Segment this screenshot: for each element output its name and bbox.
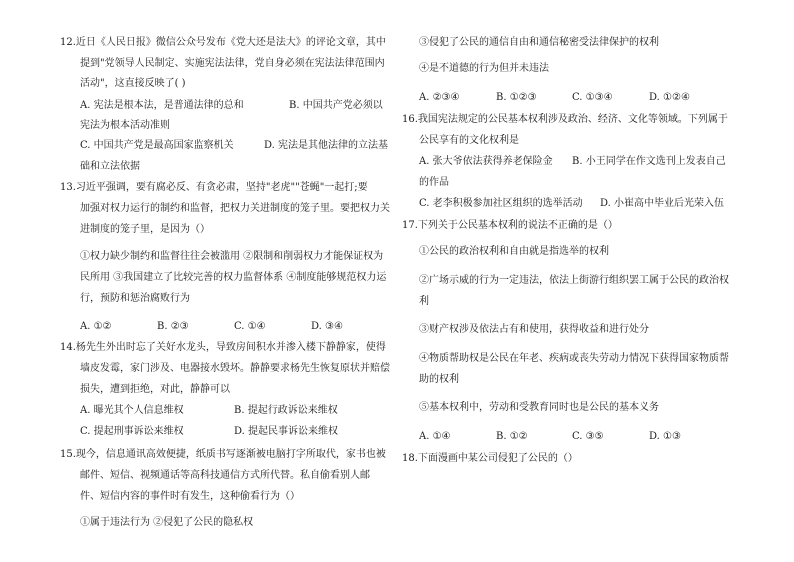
option-d[interactable]: D. 宪法是其他法律的立法基 — [264, 140, 389, 151]
option-b[interactable]: B. ①②③ — [496, 92, 537, 103]
question-13-stem-line: 加强对权力运行的制约和监督，把权力关进制度的笼子里。要把权力关 — [80, 203, 390, 214]
question-17-statement-line: ①公民的政治权利和自由就是指选举的权利 — [419, 246, 609, 257]
question-14-stem-line: 14.杨先生外出时忘了关好水龙头，导致房间积水并渗入楼下静静家，使得 — [60, 342, 386, 353]
option-a[interactable]: A. 曝光其个人信息维权 — [80, 405, 184, 416]
option-a[interactable]: A. ②③④ — [419, 92, 460, 103]
option-c[interactable]: C. ①③④ — [572, 92, 613, 103]
question-17-statement-line: ④物质帮助权是公民在年老、疾病或丧失劳动力情况下获得国家物质帮 — [419, 353, 729, 364]
option-b-continued: 的作品 — [419, 177, 449, 188]
option-a[interactable]: A. 张大爷依法获得养老保险金 — [419, 156, 553, 167]
question-17-stem-line: 17.下列关于公民基本权利的说法不正确的是（） — [402, 220, 618, 231]
option-d[interactable]: D. 提起民事诉讼来维权 — [234, 426, 339, 437]
option-c[interactable]: C. ③⑤ — [572, 431, 604, 442]
option-b[interactable]: B. 中国共产党必须以 — [289, 100, 383, 111]
question-14-stem-line: 损失，遭到拒绝，对此，静静可以 — [80, 384, 230, 395]
question-15-statement-line: ④是不道德的行为但并未违法 — [419, 63, 549, 74]
option-c[interactable]: C. 老李积极参加社区组织的选举活动 — [419, 198, 583, 209]
question-15-stem-line: 邮件、短信、视频通话等高科技通信方式所代替。私自偷看别人邮 — [80, 470, 370, 481]
option-c[interactable]: C. 中国共产党是最高国家监察机关 — [80, 140, 234, 151]
option-c[interactable]: C. 提起刑事诉讼来维权 — [80, 426, 184, 437]
option-b[interactable]: B. 提起行政诉讼来维权 — [234, 405, 338, 416]
question-15-stem-line: 15.现今，信息通讯高效便捷，纸质书写逐渐被电脑打字所取代，家书也被 — [60, 449, 386, 460]
question-14-stem-line: 墙皮发霉，家门涉及、电器接水毁坏。静静要求杨先生恢复原状并赔偿 — [80, 363, 390, 374]
question-15-stem-line: 件、短信内容的事件时有发生，这种偷看行为（） — [80, 491, 300, 502]
question-12-stem-line: 12.近日《人民日报》微信公众号发布《党大还是法大》的评论文章，其中 — [60, 37, 386, 48]
question-15-statement-line: ①属于违法行为 ②侵犯了公民的隐私权 — [80, 517, 254, 528]
option-c[interactable]: C. ①④ — [234, 321, 266, 332]
option-b[interactable]: B. ②③ — [157, 321, 189, 332]
option-d[interactable]: D. ①②④ — [649, 92, 690, 103]
question-17-statement-line: 助的权利 — [419, 374, 459, 385]
question-13-statement-line: ①权力缺少制约和监督往往会被滥用 ②限制和削弱权力才能保证权为 — [80, 251, 384, 262]
question-16-stem-line: 16.我国宪法规定的公民基本权利涉及政治、经济、文化等领域。下列属于 — [402, 114, 728, 125]
question-13-stem-line: 13.习近平强调，要有腐必反、有贪必肃，坚持"老虎""苍蝇"一起打;要 — [60, 182, 368, 193]
option-a[interactable]: A. ①④ — [419, 431, 451, 442]
question-17-statement-line: ⑤基本权利中，劳动和受教育同时也是公民的基本义务 — [419, 402, 659, 413]
option-d[interactable]: D. ①③ — [649, 431, 681, 442]
option-b[interactable]: B. 小王同学在作文选刊上发表自己 — [572, 156, 726, 167]
option-d[interactable]: D. ③④ — [311, 321, 343, 332]
option-b[interactable]: B. ①② — [496, 431, 528, 442]
question-13-statement-line: 民所用 ③我国建立了比较完善的权力监督体系 ④制度能够规范权力运 — [80, 272, 387, 283]
question-15-statement-line: ③侵犯了公民的通信自由和通信秘密受法律保护的权利 — [419, 37, 659, 48]
question-12-stem-line: 提到"党领导人民制定、实施宪法法律，党自身必须在宪法法律范围内 — [80, 58, 385, 69]
option-b-continued: 宪法为根本活动准则 — [80, 120, 170, 131]
option-d[interactable]: D. 小崔高中毕业后光荣入伍 — [600, 198, 725, 209]
question-17-statement-line: ②广场示威的行为一定违法，依法上街游行组织罢工属于公民的政治权 — [419, 275, 729, 286]
question-18-stem-line: 18.下面漫画中某公司侵犯了公民的（） — [402, 453, 578, 464]
question-16-stem-line: 公民享有的文化权利是 — [419, 135, 519, 146]
question-13-stem-line: 进制度的笼子里，是因为（） — [80, 224, 210, 235]
question-17-statement-line: 利 — [419, 296, 429, 307]
question-17-statement-line: ③财产权涉及依法占有和使用，获得收益和进行处分 — [419, 324, 649, 335]
option-d-continued: 础和立法依据 — [80, 161, 140, 172]
option-a[interactable]: A. 宪法是根本法，是普通法律的总和 — [80, 100, 244, 111]
question-13-statement-line: 行，预防和惩治腐败行为 — [80, 293, 190, 304]
question-12-stem-line: 活动"，这直接反映了( ) — [80, 78, 186, 89]
option-a[interactable]: A. ①② — [80, 321, 112, 332]
